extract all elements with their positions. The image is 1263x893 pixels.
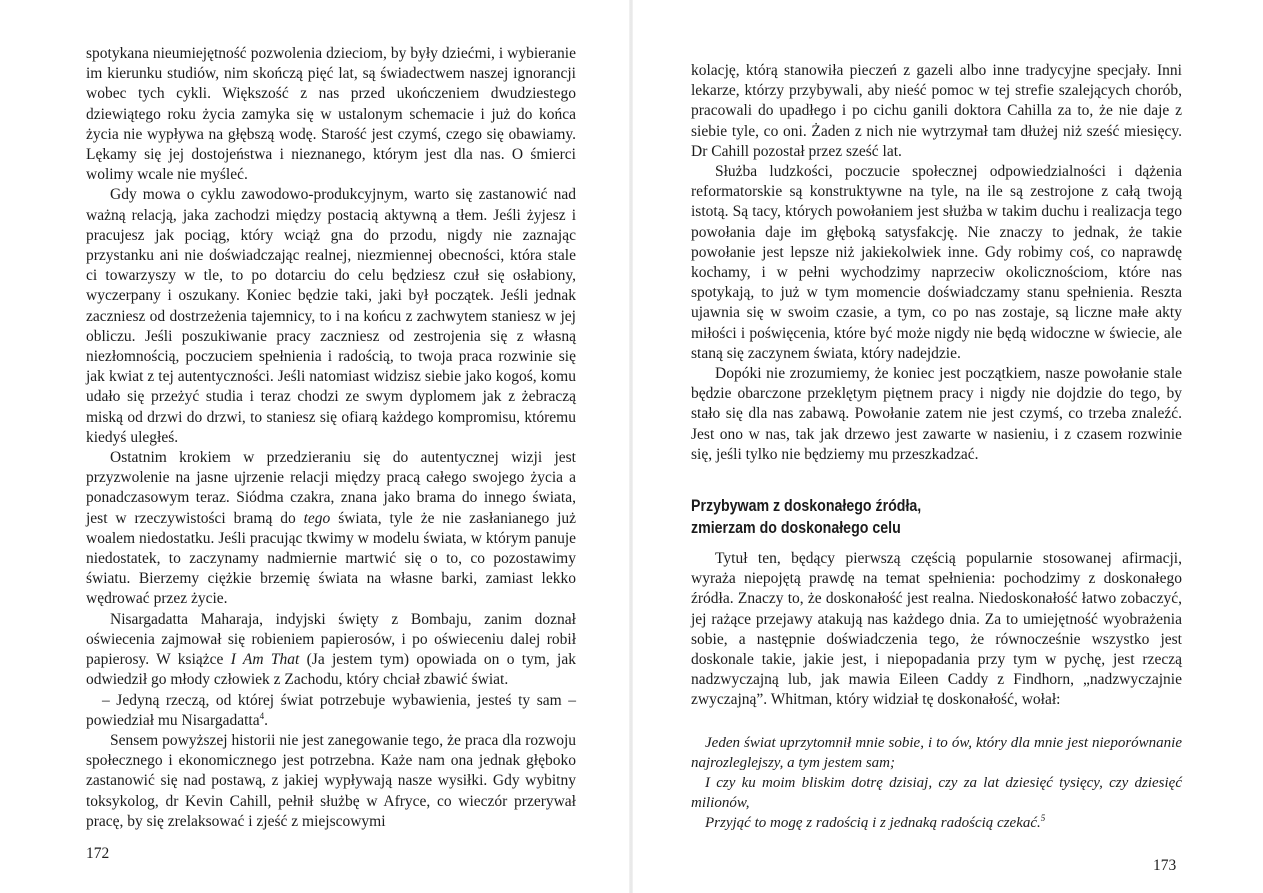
quote-line: Jeden świat uprzytomnił mnie sobie, i to ów, który dla mnie jest nieporównanie najrozleglejszy, a tym jestem sam; bbox=[691, 734, 1182, 771]
section-heading bbox=[691, 495, 1113, 539]
quote-line bbox=[691, 813, 1182, 833]
left-page-text-column bbox=[86, 44, 576, 832]
paragraph: kolację, którą stanowiła pieczeń z gazeli albo inne tradycyjne specjały. Inni lekarze, którzy przybywali, aby nieść pomoc w tej strefie szalejących chorób, pracowali do upadłego i po cichu ganili doktora Cahilla za to, że nie daje z siebie tyle, co oni. Żaden z nich nie wytrzymał tam dłużej niż sześć miesięcy. Dr Cahill pozostał przez sześć lat. bbox=[691, 62, 1182, 160]
footnote-mark: 4 bbox=[259, 710, 265, 721]
paragraph bbox=[86, 691, 576, 731]
paragraph-text: – Jedyną rzeczą, od której świat potrzebuje wybawienia, jesteś ty sam – powiedział mu Nisargadatta bbox=[86, 691, 576, 729]
right-page bbox=[632, 0, 1263, 893]
right-page-text-column bbox=[691, 61, 1182, 833]
quote-line-text: Przyjąć to mogę z radością i z jednaką radością czekać. bbox=[705, 814, 1041, 831]
paragraph: Sensem powyższej historii nie jest zanegowanie tego, że praca dla rozwoju społecznego i ekonomicznego jest potrzebna. Każe nam ona jednak głęboko zastanowić się nad postawą, z jakiej wypływają nasze wysiłki. Gdy wybitny toksykolog, dr Kevin Cahill, pełnił służbę w Afryce, co wieczór przerywał pracę, by się zrelaksować i zjeść z miejscowymi bbox=[86, 731, 576, 830]
paragraph-text: Nisargadatta Maharaja, indyjski święty z Bombaju, zanim doznał oświecenia zajmował się robieniem papierosów, i po oświeceniu dalej robił papierosy. W książce bbox=[86, 610, 576, 669]
paragraph: Dopóki nie zrozumiemy, że koniec jest początkiem, nasze powołanie stale będzie obarczone przeklętym piętnem pracy i nigdy nie dojdzie do tego, by stało się dla nas zabawą. Powołanie zatem nie jest czymś, co trzeba znaleźć. Jest ono w nas, tak jak drzewo jest zawarte w nasieniu, i z czasem rozwinie się, jeśli tylko nie będziemy mu przeszkadzać. bbox=[691, 365, 1182, 463]
poem-quote bbox=[691, 733, 1182, 833]
italic-word: tego bbox=[303, 509, 331, 527]
paragraph-text: świata, tyle że nie zasłanianego już woalem niedostatku. Jeśli pracując tkwimy w modelu świata, w którym panuje niedostatek, to zaczynamy nadmiernie martwić się o to, co pozostawimy światu. Bierzemy ciężkie brzemię świata na własne barki, zamiast lekko wędrować przez życie. bbox=[86, 509, 577, 608]
section-heading-line: Przybywam z doskonałego źródła, bbox=[691, 497, 922, 516]
page-number: 173 bbox=[1153, 857, 1177, 874]
paragraph: Gdy mowa o cyklu zawodowo-produkcyjnym, warto się zastanowić nad ważną relacją, jaka zachodzi między postacią aktywną a tłem. Jeśli żyjesz i pracujesz jak pociąg, który wciąż gna do przodu, nigdy nie zaznając przystanku ani nie doświadczając realnej, niezmiennej obecności, która stale ci towarzyszy w tle, to po dotarciu do celu będziesz czuł się osłabiony, wyczerpany i oszukany. Koniec będzie taki, jaki był początek. Jeśli jednak zaczniesz od dostrzeżenia tajemnicy, to i na końcu z zachwytem staniesz w jej obliczu. Jeśli poszukiwanie pracy zaczniesz od zestrojenia się z własną niezłomnością, poczuciem spełnienia i radością, to twoja praca rozwinie się jak kwiat z tej autentyczności. Jeśli natomiast widzisz siebie jako kogoś, komu udało się przeżyć studia i teraz chodzi ze swym dyplomem jak z żebraczą miską od drzwi do drzwi, to staniesz się ofiarą każdego kompromisu, któremu kiedyś uległeś. bbox=[86, 186, 576, 446]
paragraph: Służba ludzkości, poczucie społecznej odpowiedzialności i dążenia reformatorskie są konstruktywne na tyle, na ile są zestrojone z całą twoją istotą. Są tacy, których powołaniem jest służba w takim duchu i realizacja tego powołania daje im głęboką satysfakcję. Nie znaczy to jednak, że takie powołanie jest lepsze niż jakiekolwiek inne. Gdy robimy coś, co naprawdę kochamy, i w pełni wychodzimy naprzeciw okolicznościom, które nas spotykają, to już w tym momencie doświadczamy stanu spełnienia. Reszta ujawnia się w swoim czasie, a tym, co po nas zostaje, są liczne małe akty miłości i poświęcenia, które być może nigdy nie będą widoczne w świecie, ale staną się zaczynem świata, który nadejdzie. bbox=[691, 163, 1182, 362]
book-title: I Am That bbox=[230, 651, 300, 669]
paragraph-text: Ostatnim krokiem w przedzieraniu się do autentycznej wizji jest przyzwolenie na jasne ujrzenie relacji między pracą całego swojego życia a ponadczasowym teraz. Siódma czakra, znana jako brama do innego świata, jest w rzeczywistości bramą do bbox=[86, 449, 576, 527]
page-number: 172 bbox=[86, 845, 110, 862]
paragraph bbox=[86, 610, 576, 691]
paragraph: Tytuł ten, będący pierwszą częścią popularnie stosowanej afirmacji, wyraża niepojętą prawdę na temat spełnienia: pochodzimy z doskonałego źródła. Znaczy to, że doskonałość jest realna. Niedoskonałość łatwo zobaczyć, jej rażące przejawy atakują nas każdego dnia. Za to umiejętność wyobrażenia sobie, a następnie doświadczenia tego, że równocześnie wszystko jest doskonale takie, jakie jest, i niepopadania przy tym w pychę, jest rzeczą nadzwyczajną lub, jak mawia Eileen Caddy z Findhorn, „nadzwyczajnie zwyczajną”. Whitman, który widział tę doskonałość, wołał: bbox=[691, 550, 1182, 709]
punctuation: . bbox=[264, 711, 268, 729]
paragraph bbox=[86, 448, 576, 610]
paragraph-text: (Ja jestem tym) opowiada on o tym, jak odwiedził go młody człowiek z Zachodu, który chciał zbawić świat. bbox=[86, 651, 576, 689]
quote-line: I czy ku moim bliskim dotrę dzisiaj, czy za lat dziesięć tysięcy, czy dziesięć milionów, bbox=[691, 774, 1182, 811]
footnote-mark: 5 bbox=[1040, 812, 1046, 823]
paragraph: spotykana nieumiejętność pozwolenia dzieciom, by były dziećmi, i wybieranie im kierunku studiów, nim skończą pięć lat, są świadectwem naszej ignorancji wobec tych cykli. Większość z nas przed ukończeniem dwudziestego dziewiątego roku życia zamyka się w ustalonym schemacie i już do końca życia nie wypływa na głębszą wodę. Starość jest czymś, czego się obawiamy. Lękamy się jej dostojeństwa i nieznanego, którym jest dla nas. O śmierci wolimy wcale nie myśleć. bbox=[86, 45, 576, 184]
section-heading-line: zmierzam do doskonałego celu bbox=[691, 519, 901, 538]
